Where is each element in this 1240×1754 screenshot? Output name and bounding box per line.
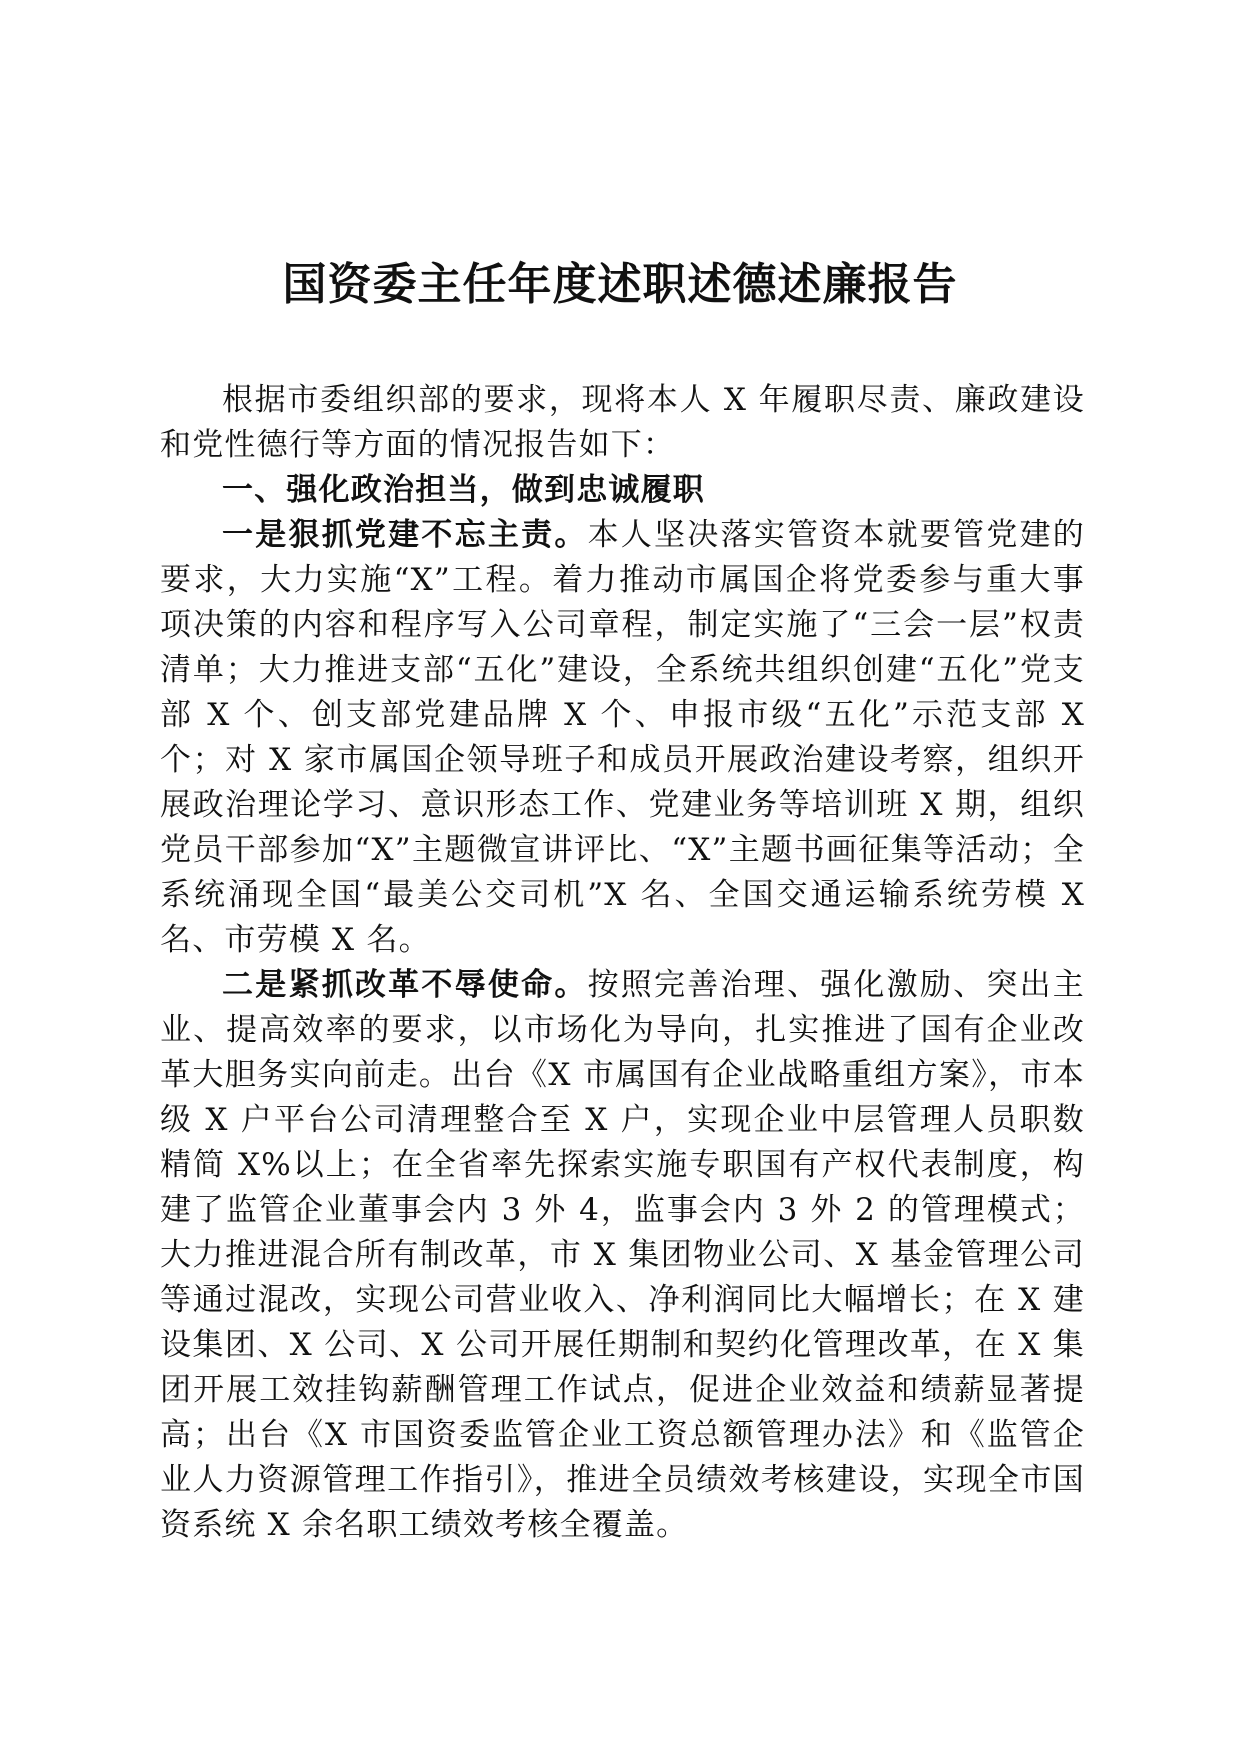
paragraph-lead: 一是狠抓党建不忘主责。 (222, 517, 588, 553)
document-title: 国资委主任年度述职述德述廉报告 (282, 259, 958, 310)
paragraph-text: 本人坚决落实管资本就要管党建的要求，大力实施“X”工程。着力推动市属国企将党委参与重大事项决策的内容和程序写入公司章程，制定实施了“三会一层”权责清单；大力推进支部“五化”建设，全系统共组织创建“五化”党支部 X 个、创支部党建品牌 X 个、申报市级“五化”示范支部 X 个；对 X 家市属国企领导班子和成员开展政治建设考察，组织开展政治理论学习、意识形态工作、党建业务等培训班 X 期，组织党员干部参加“X”主题微宣讲评比、“X”主题书画征集等活动；全系统涌现全国“最美公交司机”X 名、全国交通运输系统劳模 X 名、市劳模 X 名。 (160, 517, 1086, 958)
paragraph-party-building (160, 513, 1085, 963)
intro-paragraph: 根据市委组织部的要求，现将本人 X 年履职尽责、廉政建设和党性德行等方面的情况报告如下： (160, 382, 1085, 463)
document-body (160, 378, 1085, 1548)
paragraph-lead: 二是紧抓改革不辱使命。 (222, 967, 588, 1003)
paragraph-reform (160, 963, 1085, 1548)
paragraph-text: 按照完善治理、强化激励、突出主业、提高效率的要求，以市场化为导向，扎实推进了国有企业改革大胆务实向前走。出台《X 市属国有企业战略重组方案》，市本级 X 户平台公司清理整合至 X 户，实现企业中层管理人员职数精简 X%以上；在全省率先探索实施专职国有产权代表制度，构建了监管企业董事会内 3 外 4，监事会内 3 外 2 的管理模式；大力推进混合所有制改革，市 X 集团物业公司、X 基金管理公司等通过混改，实现公司营业收入、净利润同比大幅增长；在 X 建设集团、X 公司、X 公司开展任期制和契约化管理改革，在 X 集团开展工效挂钩薪酬管理工作试点，促进企业效益和绩薪显著提高；出台《X 市国资委监管企业工资总额管理办法》和《监管企业人力资源管理工作指引》，推进全员绩效考核建设，实现全市国资系统 X 余名职工绩效考核全覆盖。 (160, 967, 1086, 1543)
section-heading: 一、强化政治担当，做到忠诚履职 (222, 472, 705, 508)
